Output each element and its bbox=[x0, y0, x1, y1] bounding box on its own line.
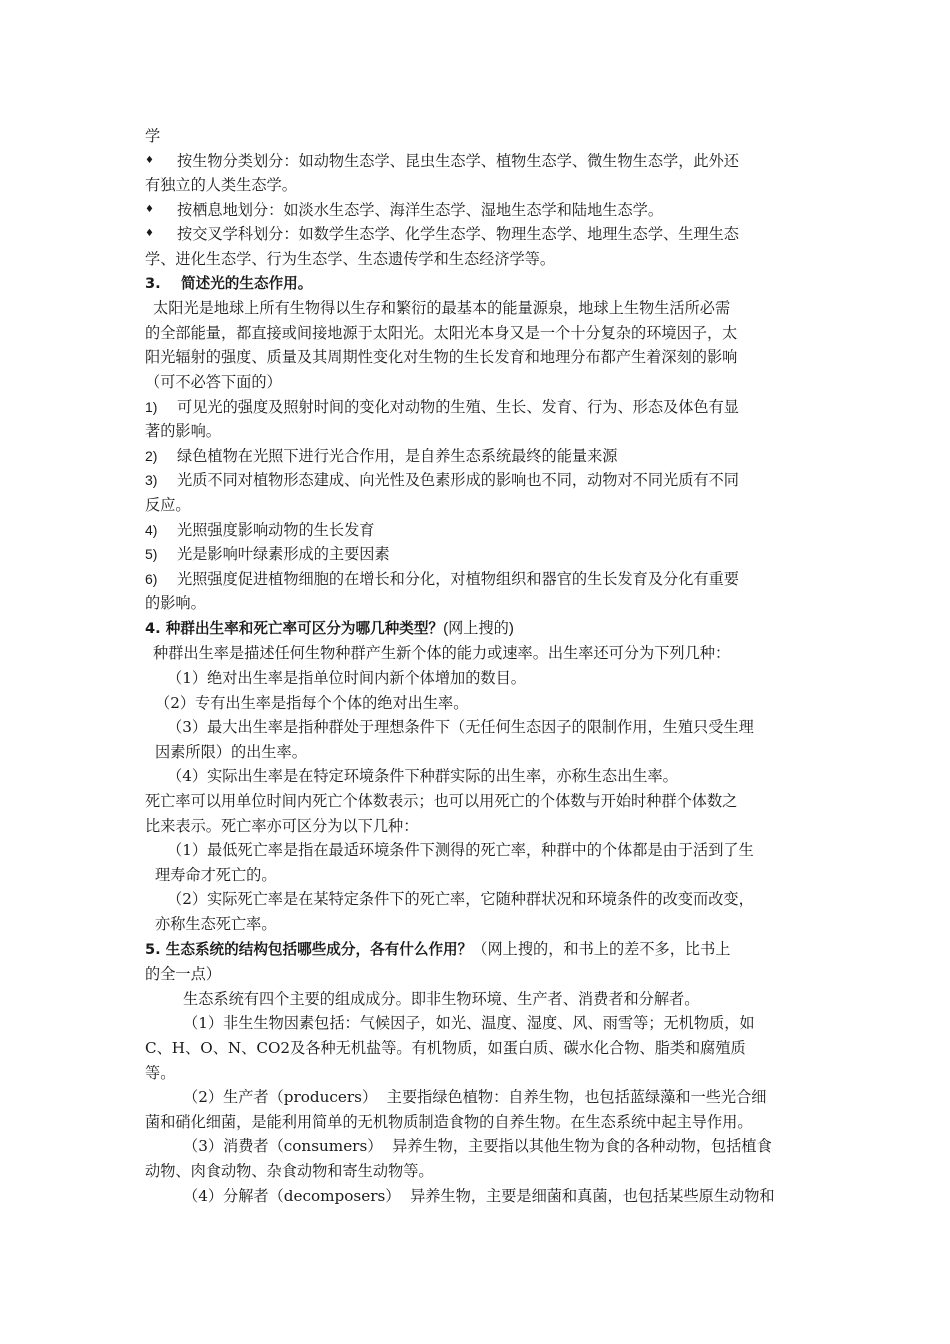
paragraph-line: 亦称生态死亡率。 bbox=[155, 915, 277, 933]
section-heading-line bbox=[145, 616, 815, 642]
paragraph-line: （4）实际出生率是在特定环境条件下种群实际的出生率，亦称生态出生率。 bbox=[167, 767, 678, 786]
paragraph-line: 生态系统有四个主要的组成成分。即非生物环境、生产者、消费者和分解者。 bbox=[183, 989, 700, 1008]
paragraph-line: （1）非生生物因素包括：气候因子，如光、温度、湿度、风、雨雪等；无机物质，如 bbox=[183, 1014, 755, 1033]
numbered-item bbox=[145, 518, 815, 543]
text-line: 光照强度促进植物细胞的在增长和分化，对植物组织和器官的生长发育及分化有重要 bbox=[177, 569, 739, 588]
paragraph-line: 种群出生率是描述任何生物种群产生新个体的能力或速率。出生率还可分为下列几种： bbox=[153, 644, 731, 663]
text-line: 有独立的人类生态学。 bbox=[145, 176, 297, 195]
document-page bbox=[145, 124, 815, 1208]
paragraph-line: （1）绝对出生率是指单位时间内新个体增加的数目。 bbox=[167, 669, 526, 688]
paragraph-line: （2）专有出生率是指每个个体的绝对出生率。 bbox=[155, 693, 469, 712]
paragraph-line: （2）生产者（producers） 主要指绿色植物：自养生物，也包括蓝绿藻和一些光合细 bbox=[183, 1088, 767, 1107]
text-line: 光照强度影响动物的生长发育 bbox=[177, 520, 375, 539]
text-line: 按生物分类划分：如动物生态学、昆虫生态学、植物生态学、微生物生态学，此外还 bbox=[177, 151, 739, 170]
paragraph-line: （2）实际死亡率是在某特定条件下的死亡率，它随种群状况和环境条件的改变而改变， bbox=[167, 890, 754, 909]
text-line: 的影响。 bbox=[145, 594, 206, 613]
paragraph-line: 阳光辐射的强度、质量及其周期性变化对生物的生长发育和地理分布都产生着深刻的影响 bbox=[145, 348, 738, 367]
heading-note: （网上搜的，和书上的差不多，比书上 bbox=[472, 939, 731, 958]
text-line: 可见光的强度及照射时间的变化对动物的生殖、生长、发育、行为、形态及体色有显 bbox=[177, 397, 739, 416]
paragraph-line: （3）最大出生率是指种群处于理想条件下（无任何生态因子的限制作用，生殖只受生理 bbox=[167, 718, 754, 737]
text-line: 著的影响。 bbox=[145, 422, 221, 441]
paragraph-line: 菌和硝化细菌，是能利用简单的无机物质制造食物的自养生物。在生态系统中起主导作用。 bbox=[145, 1112, 753, 1131]
section-heading-line bbox=[145, 937, 815, 963]
text-line: 学 bbox=[145, 127, 161, 145]
text-line: 光质不同对植物形态建成、向光性及色素形成的影响也不同，动物对不同光质有不同 bbox=[177, 471, 739, 490]
text-line: 绿色植物在光照下进行光合作用，是自养生态系统最终的能量来源 bbox=[177, 446, 618, 465]
section-heading: 3. 简述光的生态作用。 bbox=[145, 274, 313, 292]
paragraph-line: 因素所限）的出生率。 bbox=[155, 742, 307, 761]
text-line: 按栖息地划分：如淡水生态学、海洋生态学、湿地生态学和陆地生态学。 bbox=[177, 200, 663, 219]
numbered-item bbox=[145, 395, 815, 420]
list-item bbox=[145, 222, 815, 247]
text-line: 学、进化生态学、行为生态学、生态遗传学和生态经济学等。 bbox=[145, 249, 556, 268]
paragraph-line: 动物、肉食动物、杂食动物和寄生动物等。 bbox=[145, 1161, 434, 1180]
item-number: 4) bbox=[145, 521, 158, 538]
numbered-item bbox=[145, 567, 815, 592]
item-number: 3) bbox=[145, 472, 158, 489]
paragraph-line: （可不必答下面的） bbox=[145, 372, 282, 391]
paragraph-line: 的全部能量，都直接或间接地源于太阳光。太阳光本身又是一个十分复杂的环境因子，太 bbox=[145, 323, 738, 342]
diamond-bullet-icon: ♦ bbox=[145, 203, 154, 215]
item-number: 1) bbox=[145, 398, 158, 415]
section-heading: 4. 种群出生率和死亡率可区分为哪几种类型？ bbox=[145, 619, 444, 637]
paragraph-line: C、H、O、N、CO2及各种无机盐等。有机物质，如蛋白质、碳水化合物、脂类和腐殖质 bbox=[145, 1038, 746, 1057]
paragraph-line: 理寿命才死亡的。 bbox=[155, 865, 277, 884]
paragraph-line: 等。 bbox=[145, 1063, 176, 1082]
section-heading: 5. 生态系统的结构包括哪些成分，各有什么作用？ bbox=[145, 940, 473, 958]
item-number: 5) bbox=[145, 546, 158, 563]
numbered-item bbox=[145, 444, 815, 469]
item-number: 2) bbox=[145, 447, 158, 464]
diamond-bullet-icon: ♦ bbox=[145, 228, 154, 240]
list-item bbox=[145, 198, 815, 223]
list-item bbox=[145, 149, 815, 174]
paragraph-line: 太阳光是地球上所有生物得以生存和繁衍的最基本的能量源泉，地球上生物生活所必需 bbox=[153, 299, 731, 318]
paragraph-line: 比来表示。死亡率亦可区分为以下几种： bbox=[145, 816, 419, 835]
text-line: 光是影响叶绿素形成的主要因素 bbox=[177, 545, 390, 564]
text-line: 按交叉学科划分：如数学生态学、化学生态学、物理生态学、地理生态学、生理生态 bbox=[177, 225, 739, 244]
paragraph-line: （4）分解者（decomposers） 异养生物，主要是细菌和真菌，也包括某些原生动物和 bbox=[183, 1186, 775, 1205]
numbered-item bbox=[145, 468, 815, 493]
paragraph-line: 死亡率可以用单位时间内死亡个体数表示；也可以用死亡的个体数与开始时种群个体数之 bbox=[145, 792, 738, 811]
diamond-bullet-icon: ♦ bbox=[145, 154, 154, 166]
numbered-item bbox=[145, 542, 815, 567]
paragraph-line: （1）最低死亡率是指在最适环境条件下测得的死亡率，种群中的个体都是由于活到了生 bbox=[167, 841, 754, 860]
text-line: 反应。 bbox=[145, 495, 191, 514]
paragraph-line: （3）消费者（consumers） 异养生物，主要指以其他生物为食的各种动物，包括植食 bbox=[183, 1137, 772, 1156]
heading-note-line: 的全一点） bbox=[145, 965, 221, 984]
heading-note: (网上搜的) bbox=[443, 619, 514, 637]
item-number: 6) bbox=[145, 570, 158, 587]
